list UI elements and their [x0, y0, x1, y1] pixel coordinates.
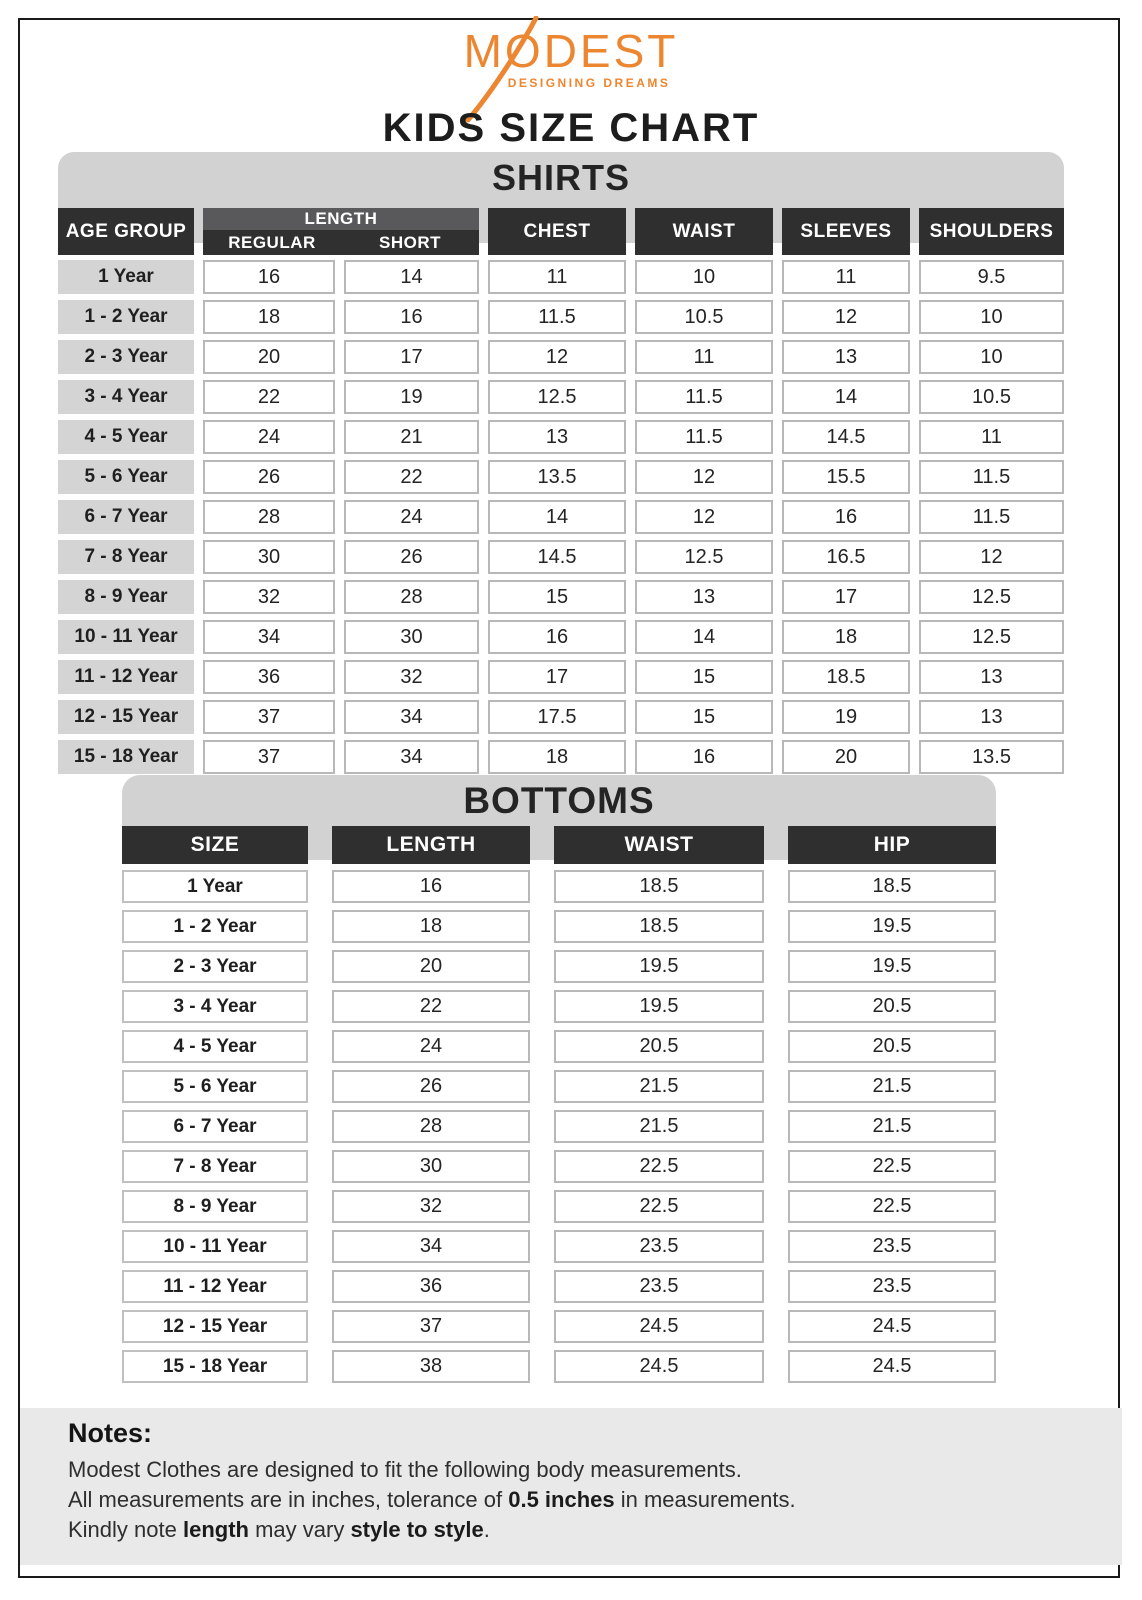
length-cell: 38: [332, 1350, 530, 1383]
hip-cell: 18.5: [788, 870, 996, 903]
sleeves-cell: 15.5: [782, 460, 910, 494]
length-short-cell: 26: [344, 540, 479, 574]
brand-name: MODEST: [463, 25, 679, 77]
bottoms-table-row: [122, 1070, 996, 1103]
shoulders-cell: 12.5: [919, 580, 1064, 614]
shirts-table-row: [58, 260, 1064, 294]
shirts-table-row: [58, 500, 1064, 534]
shoulders-cell: 13: [919, 700, 1064, 734]
brand-tagline: DESIGNING DREAMS: [507, 76, 671, 90]
chest-cell: 15: [488, 580, 626, 614]
length-cell: 16: [332, 870, 530, 903]
length-cell: 26: [332, 1070, 530, 1103]
size-cell: 4 - 5 Year: [122, 1030, 308, 1063]
shirts-table-row: [58, 660, 1064, 694]
shirts-table-row: [58, 740, 1064, 774]
length-regular-cell: 22: [203, 380, 335, 414]
waist-cell: 14: [635, 620, 773, 654]
age-group-cell: 12 - 15 Year: [58, 700, 194, 734]
hip-cell: 19.5: [788, 950, 996, 983]
bottoms-table-row: [122, 1310, 996, 1343]
length-regular-cell: 26: [203, 460, 335, 494]
waist-cell: 13: [635, 580, 773, 614]
shirts-table-row: [58, 580, 1064, 614]
length-cell: 28: [332, 1110, 530, 1143]
length-short-cell: 16: [344, 300, 479, 334]
length-cell: 30: [332, 1150, 530, 1183]
chest-cell: 11: [488, 260, 626, 294]
length-cell: 36: [332, 1270, 530, 1303]
shirts-table-row: [58, 620, 1064, 654]
sleeves-cell: 14.5: [782, 420, 910, 454]
bottoms-header-length: LENGTH: [332, 826, 530, 864]
hip-cell: 21.5: [788, 1070, 996, 1103]
chest-cell: 12: [488, 340, 626, 374]
hip-cell: 24.5: [788, 1310, 996, 1343]
length-regular-cell: 30: [203, 540, 335, 574]
bottoms-table-row: [122, 1150, 996, 1183]
chest-cell: 17: [488, 660, 626, 694]
length-regular-cell: 37: [203, 740, 335, 774]
hip-cell: 19.5: [788, 910, 996, 943]
bottoms-table-row: [122, 1270, 996, 1303]
age-group-cell: 2 - 3 Year: [58, 340, 194, 374]
shoulders-cell: 13: [919, 660, 1064, 694]
length-cell: 22: [332, 990, 530, 1023]
bottoms-table-row: [122, 1190, 996, 1223]
length-regular-cell: 37: [203, 700, 335, 734]
size-cell: 3 - 4 Year: [122, 990, 308, 1023]
sleeves-cell: 17: [782, 580, 910, 614]
shoulders-cell: 10: [919, 300, 1064, 334]
waist-cell: 22.5: [554, 1150, 764, 1183]
notes-line-2: All measurements are in inches, tolerance of 0.5 inches in measurements.: [68, 1487, 796, 1512]
bottoms-table-row: [122, 950, 996, 983]
chest-cell: 13: [488, 420, 626, 454]
waist-cell: 23.5: [554, 1270, 764, 1303]
length-short-cell: 17: [344, 340, 479, 374]
waist-cell: 20.5: [554, 1030, 764, 1063]
age-group-cell: 15 - 18 Year: [58, 740, 194, 774]
waist-cell: 24.5: [554, 1310, 764, 1343]
sleeves-cell: 16: [782, 500, 910, 534]
waist-cell: 10: [635, 260, 773, 294]
bottoms-table-row: [122, 870, 996, 903]
shoulders-cell: 10: [919, 340, 1064, 374]
shirts-section-title: SHIRTS: [491, 157, 630, 198]
hip-cell: 22.5: [788, 1150, 996, 1183]
hip-cell: 22.5: [788, 1190, 996, 1223]
chest-cell: 11.5: [488, 300, 626, 334]
shirts-header-sleeves: SLEEVES: [782, 208, 910, 255]
shoulders-cell: 13.5: [919, 740, 1064, 774]
shirts-table-row: [58, 700, 1064, 734]
length-short-cell: 32: [344, 660, 479, 694]
length-regular-cell: 34: [203, 620, 335, 654]
length-cell: 18: [332, 910, 530, 943]
waist-cell: 23.5: [554, 1230, 764, 1263]
length-regular-cell: 16: [203, 260, 335, 294]
bottoms-table-row: [122, 1110, 996, 1143]
size-cell: 15 - 18 Year: [122, 1350, 308, 1383]
shirts-table-row: [58, 420, 1064, 454]
sleeves-cell: 20: [782, 740, 910, 774]
shirts-header-length-group: [203, 208, 479, 255]
length-cell: 32: [332, 1190, 530, 1223]
size-cell: 1 Year: [122, 870, 308, 903]
size-cell: 6 - 7 Year: [122, 1110, 308, 1143]
waist-cell: 10.5: [635, 300, 773, 334]
age-group-cell: 10 - 11 Year: [58, 620, 194, 654]
hip-cell: 23.5: [788, 1270, 996, 1303]
shirts-table-row: [58, 340, 1064, 374]
length-short-cell: 19: [344, 380, 479, 414]
sleeves-cell: 16.5: [782, 540, 910, 574]
length-cell: 37: [332, 1310, 530, 1343]
hip-cell: 20.5: [788, 1030, 996, 1063]
size-cell: 7 - 8 Year: [122, 1150, 308, 1183]
page-title: KIDS SIZE CHART: [382, 106, 760, 150]
bottoms-table-row: [122, 910, 996, 943]
shoulders-cell: 9.5: [919, 260, 1064, 294]
size-cell: 1 - 2 Year: [122, 910, 308, 943]
sleeves-cell: 11: [782, 260, 910, 294]
waist-cell: 22.5: [554, 1190, 764, 1223]
bottoms-section-title: BOTTOMS: [463, 780, 655, 821]
chest-cell: 18: [488, 740, 626, 774]
length-regular-cell: 24: [203, 420, 335, 454]
shoulders-cell: 11.5: [919, 460, 1064, 494]
shoulders-cell: 11.5: [919, 500, 1064, 534]
waist-cell: 15: [635, 700, 773, 734]
shirts-table-row: [58, 300, 1064, 334]
sleeves-cell: 18: [782, 620, 910, 654]
waist-cell: 12: [635, 500, 773, 534]
sleeves-cell: 13: [782, 340, 910, 374]
waist-cell: 19.5: [554, 950, 764, 983]
length-short-cell: 34: [344, 700, 479, 734]
waist-cell: 21.5: [554, 1110, 764, 1143]
hip-cell: 20.5: [788, 990, 996, 1023]
notes-section: [20, 1408, 1122, 1565]
waist-cell: 15: [635, 660, 773, 694]
shirts-header-shoulders: SHOULDERS: [919, 208, 1064, 255]
length-regular-cell: 28: [203, 500, 335, 534]
chest-cell: 17.5: [488, 700, 626, 734]
length-short-cell: 30: [344, 620, 479, 654]
waist-cell: 12: [635, 460, 773, 494]
shoulders-cell: 12: [919, 540, 1064, 574]
shirts-table-row: [58, 460, 1064, 494]
shirts-header-row: [58, 208, 1064, 255]
size-cell: 11 - 12 Year: [122, 1270, 308, 1303]
length-cell: 34: [332, 1230, 530, 1263]
bottoms-header-waist: WAIST: [554, 826, 764, 864]
bottoms-section: [122, 775, 996, 1383]
shirts-section: [58, 152, 1064, 774]
chest-cell: 13.5: [488, 460, 626, 494]
age-group-cell: 7 - 8 Year: [58, 540, 194, 574]
shoulders-cell: 11: [919, 420, 1064, 454]
sleeves-cell: 19: [782, 700, 910, 734]
length-cell: 20: [332, 950, 530, 983]
bottoms-table-row: [122, 990, 996, 1023]
age-group-cell: 5 - 6 Year: [58, 460, 194, 494]
waist-cell: 11: [635, 340, 773, 374]
sleeves-cell: 14: [782, 380, 910, 414]
size-cell: 5 - 6 Year: [122, 1070, 308, 1103]
bottoms-table-row: [122, 1230, 996, 1263]
shirts-header-chest: CHEST: [488, 208, 626, 255]
bottoms-table-row: [122, 1350, 996, 1383]
hip-cell: 24.5: [788, 1350, 996, 1383]
length-regular-cell: 36: [203, 660, 335, 694]
chest-cell: 12.5: [488, 380, 626, 414]
age-group-cell: 6 - 7 Year: [58, 500, 194, 534]
waist-cell: 21.5: [554, 1070, 764, 1103]
brand-logo: [0, 25, 1142, 92]
bottoms-header-size: SIZE: [122, 826, 308, 864]
shirts-header-length: LENGTH: [203, 208, 479, 230]
waist-cell: 16: [635, 740, 773, 774]
age-group-cell: 4 - 5 Year: [58, 420, 194, 454]
size-cell: 10 - 11 Year: [122, 1230, 308, 1263]
size-cell: 2 - 3 Year: [122, 950, 308, 983]
bottoms-table-row: [122, 1030, 996, 1063]
notes-line-3: Kindly note length may vary style to style.: [68, 1517, 490, 1542]
bottoms-header-hip: HIP: [788, 826, 996, 864]
age-group-cell: 1 Year: [58, 260, 194, 294]
length-regular-cell: 32: [203, 580, 335, 614]
waist-cell: 24.5: [554, 1350, 764, 1383]
length-short-cell: 21: [344, 420, 479, 454]
age-group-cell: 11 - 12 Year: [58, 660, 194, 694]
waist-cell: 18.5: [554, 910, 764, 943]
length-cell: 24: [332, 1030, 530, 1063]
chest-cell: 16: [488, 620, 626, 654]
length-short-cell: 24: [344, 500, 479, 534]
notes-line-1: Modest Clothes are designed to fit the following body measurements.: [68, 1457, 742, 1482]
length-regular-cell: 20: [203, 340, 335, 374]
chest-cell: 14.5: [488, 540, 626, 574]
shirts-header-waist: WAIST: [635, 208, 773, 255]
shirts-table-row: [58, 380, 1064, 414]
shirts-table-body: [58, 260, 1064, 774]
hip-cell: 23.5: [788, 1230, 996, 1263]
shirts-table-row: [58, 540, 1064, 574]
waist-cell: 11.5: [635, 380, 773, 414]
length-short-cell: 14: [344, 260, 479, 294]
shirts-header-regular: REGULAR: [228, 232, 316, 252]
length-short-cell: 22: [344, 460, 479, 494]
size-cell: 8 - 9 Year: [122, 1190, 308, 1223]
shoulders-cell: 12.5: [919, 620, 1064, 654]
waist-cell: 12.5: [635, 540, 773, 574]
waist-cell: 19.5: [554, 990, 764, 1023]
sleeves-cell: 12: [782, 300, 910, 334]
waist-cell: 18.5: [554, 870, 764, 903]
shirts-header-short: SHORT: [379, 232, 441, 252]
shoulders-cell: 10.5: [919, 380, 1064, 414]
age-group-cell: 8 - 9 Year: [58, 580, 194, 614]
chest-cell: 14: [488, 500, 626, 534]
shirts-header-age-group: AGE GROUP: [58, 208, 194, 255]
hip-cell: 21.5: [788, 1110, 996, 1143]
bottoms-header-row: [122, 826, 996, 864]
length-short-cell: 28: [344, 580, 479, 614]
sleeves-cell: 18.5: [782, 660, 910, 694]
age-group-cell: 1 - 2 Year: [58, 300, 194, 334]
waist-cell: 11.5: [635, 420, 773, 454]
length-short-cell: 34: [344, 740, 479, 774]
bottoms-table-body: [122, 870, 996, 1383]
age-group-cell: 3 - 4 Year: [58, 380, 194, 414]
length-regular-cell: 18: [203, 300, 335, 334]
notes-title: Notes:: [68, 1418, 153, 1448]
size-cell: 12 - 15 Year: [122, 1310, 308, 1343]
